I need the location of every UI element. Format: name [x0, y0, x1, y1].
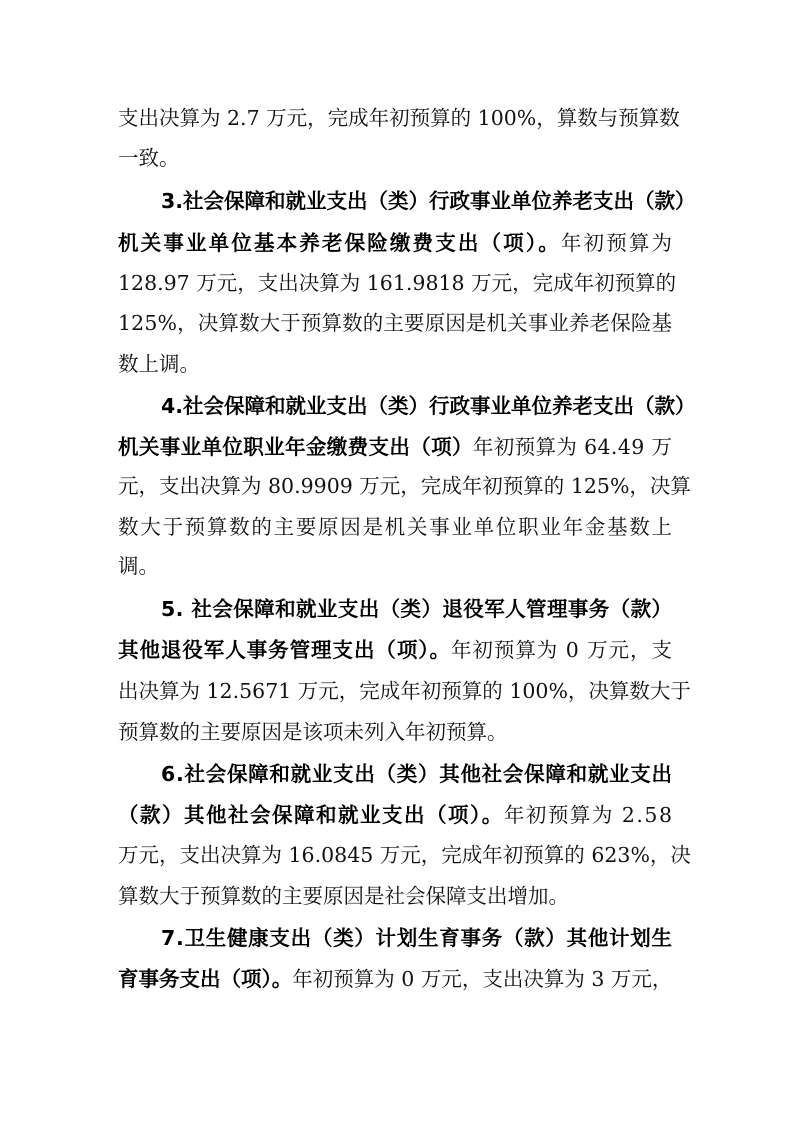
body-text: 年初预算为 0 万元，支出决算为 3 万元， [292, 967, 673, 991]
bold-heading-text: （款）其他社会保障和就业支出（项）。 [118, 803, 504, 827]
bold-heading-text: 其他退役军人事务管理支出（项）。 [118, 638, 451, 662]
bold-heading-text: 4.社会保障和就业支出（类）行政事业单位养老支出（款） [161, 394, 696, 418]
bold-heading-text: 6.社会保障和就业支出（类）其他社会保障和就业支出 [161, 762, 673, 786]
item-3-line-1 [161, 186, 696, 216]
bold-heading-text: 5. 社会保障和就业支出（类）退役军人管理事务（款） [161, 597, 673, 621]
body-text: 万元，支出决算为 16.0845 万元，完成年初预算的 623%，决 [118, 843, 691, 867]
body-text: 年初预算为 64.49 万 [472, 435, 673, 459]
body-text: 128.97 万元，支出决算为 161.9818 万元，完成年初预算的 [118, 271, 677, 295]
item-3-line-5 [118, 349, 200, 379]
body-text: 一致。 [118, 146, 180, 170]
item-4-line-5 [118, 551, 159, 581]
item-6-line-3 [118, 840, 691, 870]
body-text: 算数大于预算数的主要原因是社会保障支出增加。 [118, 884, 569, 908]
item-4-line-2 [118, 432, 672, 462]
item-4-line-3 [118, 471, 691, 501]
body-text: 调。 [118, 554, 159, 578]
body-text: 出决算为 12.5671 万元，完成年初预算的 100%，决算数大于 [118, 679, 691, 703]
bold-heading-text: 3.社会保障和就业支出（类）行政事业单位养老支出（款） [161, 189, 696, 213]
item-4-line-4 [118, 512, 674, 542]
item-3-line-3 [118, 268, 676, 298]
item-7-line-1 [161, 923, 673, 953]
item-5-line-1 [161, 594, 672, 624]
body-text: 数大于预算数的主要原因是机关事业单位职业年金基数上 [118, 515, 674, 539]
body-text: 年初预算为 0 万元，支 [450, 638, 673, 662]
body-text: 年初预算为 2.58 [503, 803, 674, 827]
body-text: 元，支出决算为 80.9909 万元，完成年初预算的 125%，决算 [118, 474, 691, 498]
p-cont-line-1 [118, 103, 680, 133]
body-text: 支出决算为 2.7 万元，完成年初预算的 100%，算数与预算数 [118, 106, 680, 130]
bold-heading-text: 7.卫生健康支出（类）计划生育事务（款）其他计划生 [161, 926, 673, 950]
bold-heading-text: 机关事业单位职业年金缴费支出（项） [118, 435, 473, 459]
item-5-line-2 [118, 635, 673, 665]
item-6-line-2 [118, 800, 674, 830]
body-text: 125%，决算数大于预算数的主要原因是机关事业养老保险基 [118, 311, 673, 335]
item-6-line-1 [161, 759, 673, 789]
bold-heading-text: 机关事业单位基本养老保险缴费支出（项）。 [118, 231, 561, 255]
p-cont-line-2 [118, 143, 180, 173]
bold-heading-text: 育事务支出（项）。 [118, 967, 293, 991]
body-text: 数上调。 [118, 352, 200, 376]
body-text: 预算数的主要原因是该项未列入年初预算。 [118, 720, 508, 744]
item-3-line-2 [118, 228, 674, 258]
body-text: 年初预算为 [560, 231, 675, 255]
item-5-line-4 [118, 717, 508, 747]
item-4-line-1 [161, 391, 696, 421]
item-7-line-2 [118, 964, 672, 994]
item-3-line-4 [118, 308, 672, 338]
item-5-line-3 [118, 676, 691, 706]
item-6-line-4 [118, 881, 569, 911]
